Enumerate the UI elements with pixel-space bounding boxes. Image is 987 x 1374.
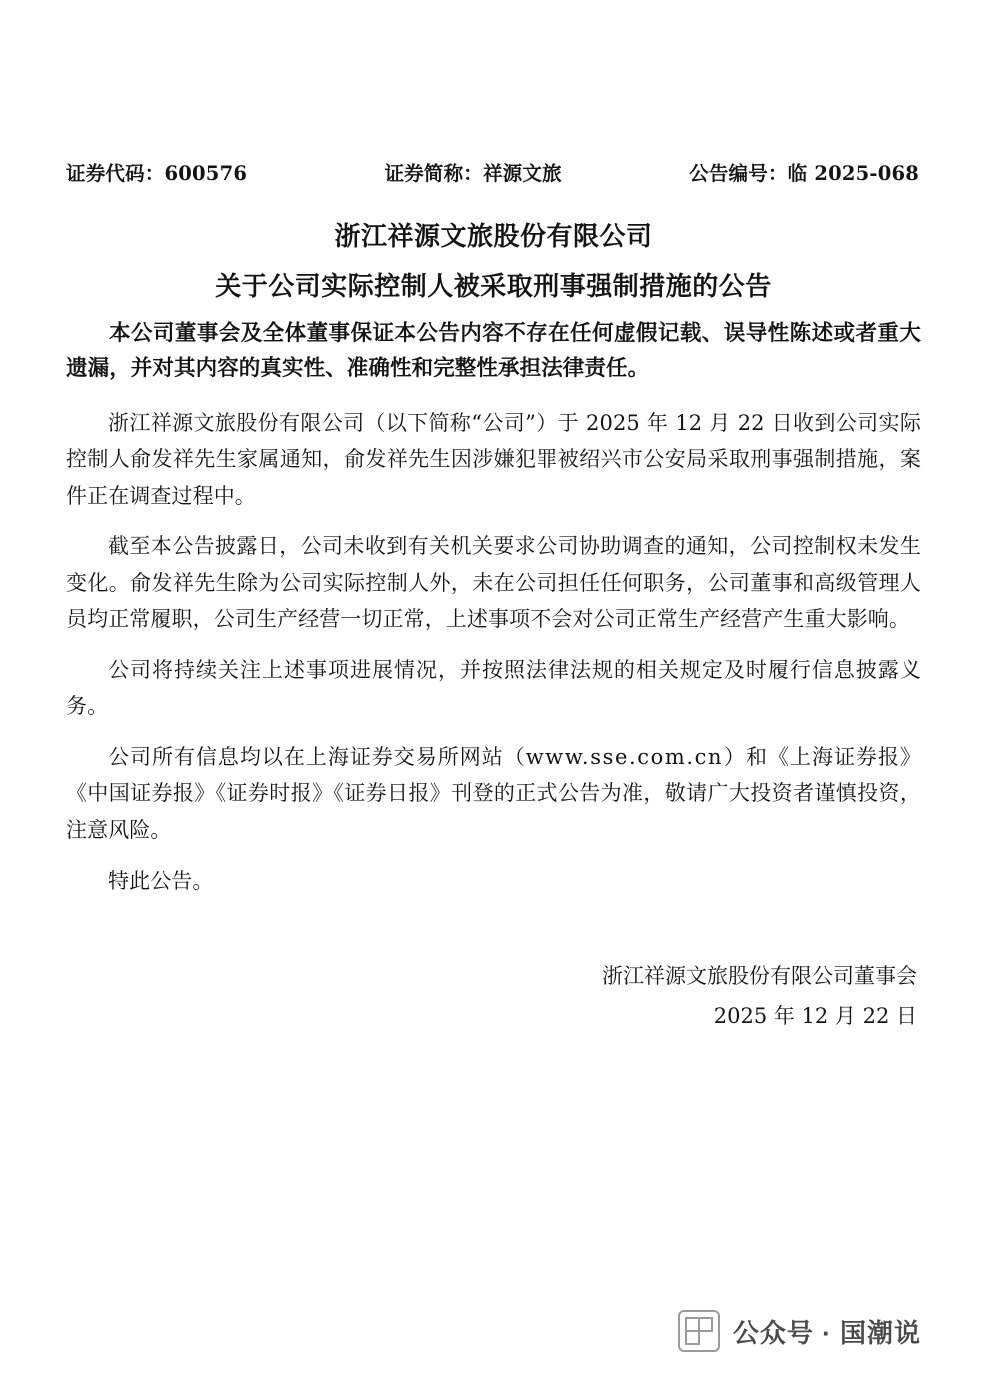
sse-website-url: www.sse.com.cn [525,744,724,769]
paragraph-4-suffix: ）和《上海证券报》《中国证券报》《证券时报》《证券日报》刊登的正式公告为准，敬请广大投资者谨慎投资，注意风险。 [66,744,921,842]
signature-block [66,957,921,1037]
paragraph-4 [66,739,921,849]
announcement-number: 公告编号：临 2025-068 [689,162,919,185]
watermark-badge [678,1310,921,1352]
signature-company: 浙江祥源文旅股份有限公司董事会 [602,964,917,989]
signature-date: 2025 年 12 月 22 日 [713,1003,917,1028]
paragraph-3: 公司将持续关注上述事项进展情况，并按照法律法规的相关规定及时履行信息披露义务。 [66,657,921,719]
paragraph-5: 特此公告。 [108,868,214,893]
qr-code-icon [678,1310,720,1352]
watermark-label: 公众号 · 国潮说 [732,1317,921,1348]
paragraph-4-prefix: 公司所有信息均以在上海证券交易所网站（ [108,744,526,769]
board-disclaimer: 本公司董事会及全体董事保证本公告内容不存在任何虚假记载、误导性陈述或者重大遗漏，并对其内容的真实性、准确性和完整性承担法律责任。 [66,321,921,381]
page-title-company: 浙江祥源文旅股份有限公司 [334,222,653,252]
paragraph-1: 浙江祥源文旅股份有限公司（以下简称“公司”）于 2025 年 12 月 22 日收到公司实际控制人俞发祥先生家属通知，俞发祥先生因涉嫌犯罪被绍兴市公安局采取刑事强制措施，案件正在调查过程中。 [66,410,921,508]
security-abbreviation: 证券简称：祥源文旅 [384,162,562,185]
page-title-subject: 关于公司实际控制人被采取刑事强制措施的公告 [215,272,772,302]
paragraph-2: 截至本公告披露日，公司未收到有关机关要求公司协助调查的通知，公司控制权未发生变化。俞发祥先生除为公司实际控制人外，未在公司担任任何职务，公司董事和高级管理人员均正常履职，公司生产经营一切正常，上述事项不会对公司正常生产经营产生重大影响。 [66,534,921,632]
security-code: 证券代码：600576 [66,162,248,185]
document-header [66,158,921,186]
